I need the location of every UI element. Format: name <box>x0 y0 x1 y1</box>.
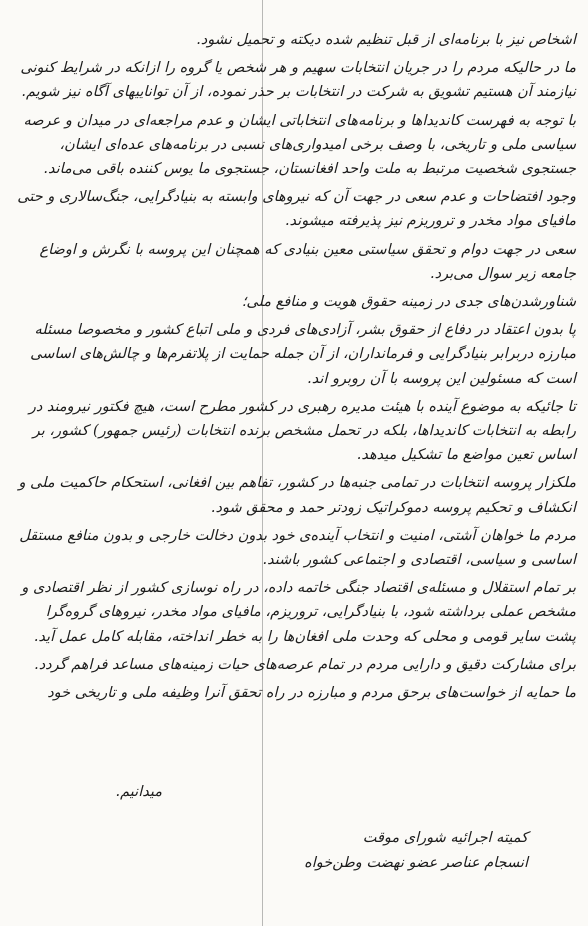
bullet-paragraph: سعی در جهت دوام و تحقق سیاستی معین بنیادی که همچنان این پروسه با نگرش و اوضاع جامعه زیر سوال می‌برد. <box>39 241 576 282</box>
paragraph: ما حمایه از خواست‌های برحق مردم و مبارزه در راه تحقق آنرا وظیفه ملی و تاریخی خود <box>47 685 576 702</box>
bullet-paragraph: شناورشدن‌های جدی در زمینه حقوق هویت و منافع ملی؛ <box>241 294 576 311</box>
bullet-paragraph: وجود افتضاحات و عدم سعی در جهت آن که نیروهای وابسته به بنیادگرایی، جنگ‌سالاری و حتی مافیای مواد مخدر و تروریزم نیز پذیرفته میشوند. <box>17 189 576 230</box>
paragraph: با توجه به فهرست کاندیداها و برنامه‌های انتخاباتی ایشان و عدم مراجعه‌ای در میدان و عرصه سیاسی ملی و تاریخی، با وصف برخی امیدواری‌های نسبی در برنامه‌های عده‌ای ایشان، جستجوی شخصیت مرتبط به ملت واحد افغانستان، جستجوی ما یوس کننده باقی می‌ماند. <box>23 112 576 178</box>
bullet-paragraph: پا بدون اعتقاد در دفاع از حقوق بشر، آزادی‌های فردی و ملی اتباع کشور و مخصوصا مسئله مبارزه دربرابر بنیادگرایی و فرمانداران، از آن جمله حمایت از پلاتفرم‌ها و چالش‌های اساسی است که مسئولین این پروسه با آن روبرو اند. <box>30 322 576 387</box>
signature-line-1: کمیته اجرائیه شورای موقت <box>362 830 528 846</box>
closing-word: میدانیم. <box>115 784 162 800</box>
paragraph: بر تمام استقلال و مسئله‌ی اقتصاد جنگی خاتمه داده، در راه نوسازی کشور از نظر اقتصادی و مشخص عملی برداشته شود، با بنیادگرایی، تروریزم، مافیای مواد مخدر، نیروهای گروه‌گرا پشت سایر قومی و محلی که وحدت ملی افغان‌ها را به خطر انداخته، مقابله کامل عمل آید. <box>21 580 576 645</box>
signature-line-2: انسجام عناصر عضو نهضت وطن‌خواه <box>304 855 528 871</box>
paragraph: مردم ما خواهان آشتی، امنیت و انتخاب آینده‌ی خود بدون دخالت خارجی و بدون منافع مستقل اساسی و سیاسی، اقتصادی و اجتماعی کشور باشند. <box>19 527 576 569</box>
paragraph: اشخاص نیز با برنامه‌ای از قبل تنظیم شده دیکته و تحمیل نشود. <box>196 32 576 48</box>
letter-body <box>14 28 576 709</box>
paragraph: تا جائیکه به موضوع آینده با هیئت مدیره رهبری در کشور مطرح است، هیچ فکتور نیرومند در رابطه به انتخابات کاندیداها، بلکه در تحمل مشخص برنده انتخابات (رئیس جمهور) کشور، بر اساس تعین مواضع ما تشکیل میدهد. <box>28 398 576 464</box>
paragraph: ملکزار پروسه انتخابات در تمامی جنبه‌ها در کشور، تفاهم بین افغانی، استحکام حاکمیت ملی و انکشاف و تحکیم پروسه دموکراتیک زودتر حمد و محقق شود. <box>18 475 576 516</box>
signature-block <box>268 826 528 876</box>
paragraph: ما در حالیکه مردم را در جریان انتخابات سهیم و هر شخص یا گروه را ازانکه در شرایط کنونی نیازمند آن هستیم تشویق به شرکت در انتخابات بر حذر نموده، از آن تواناییهای آگاه نیز شویم. <box>20 60 576 101</box>
paragraph: برای مشارکت دقیق و دارایی مردم در تمام عرصه‌های حیات زمینه‌های مساعد فراهم گردد. <box>34 656 576 673</box>
